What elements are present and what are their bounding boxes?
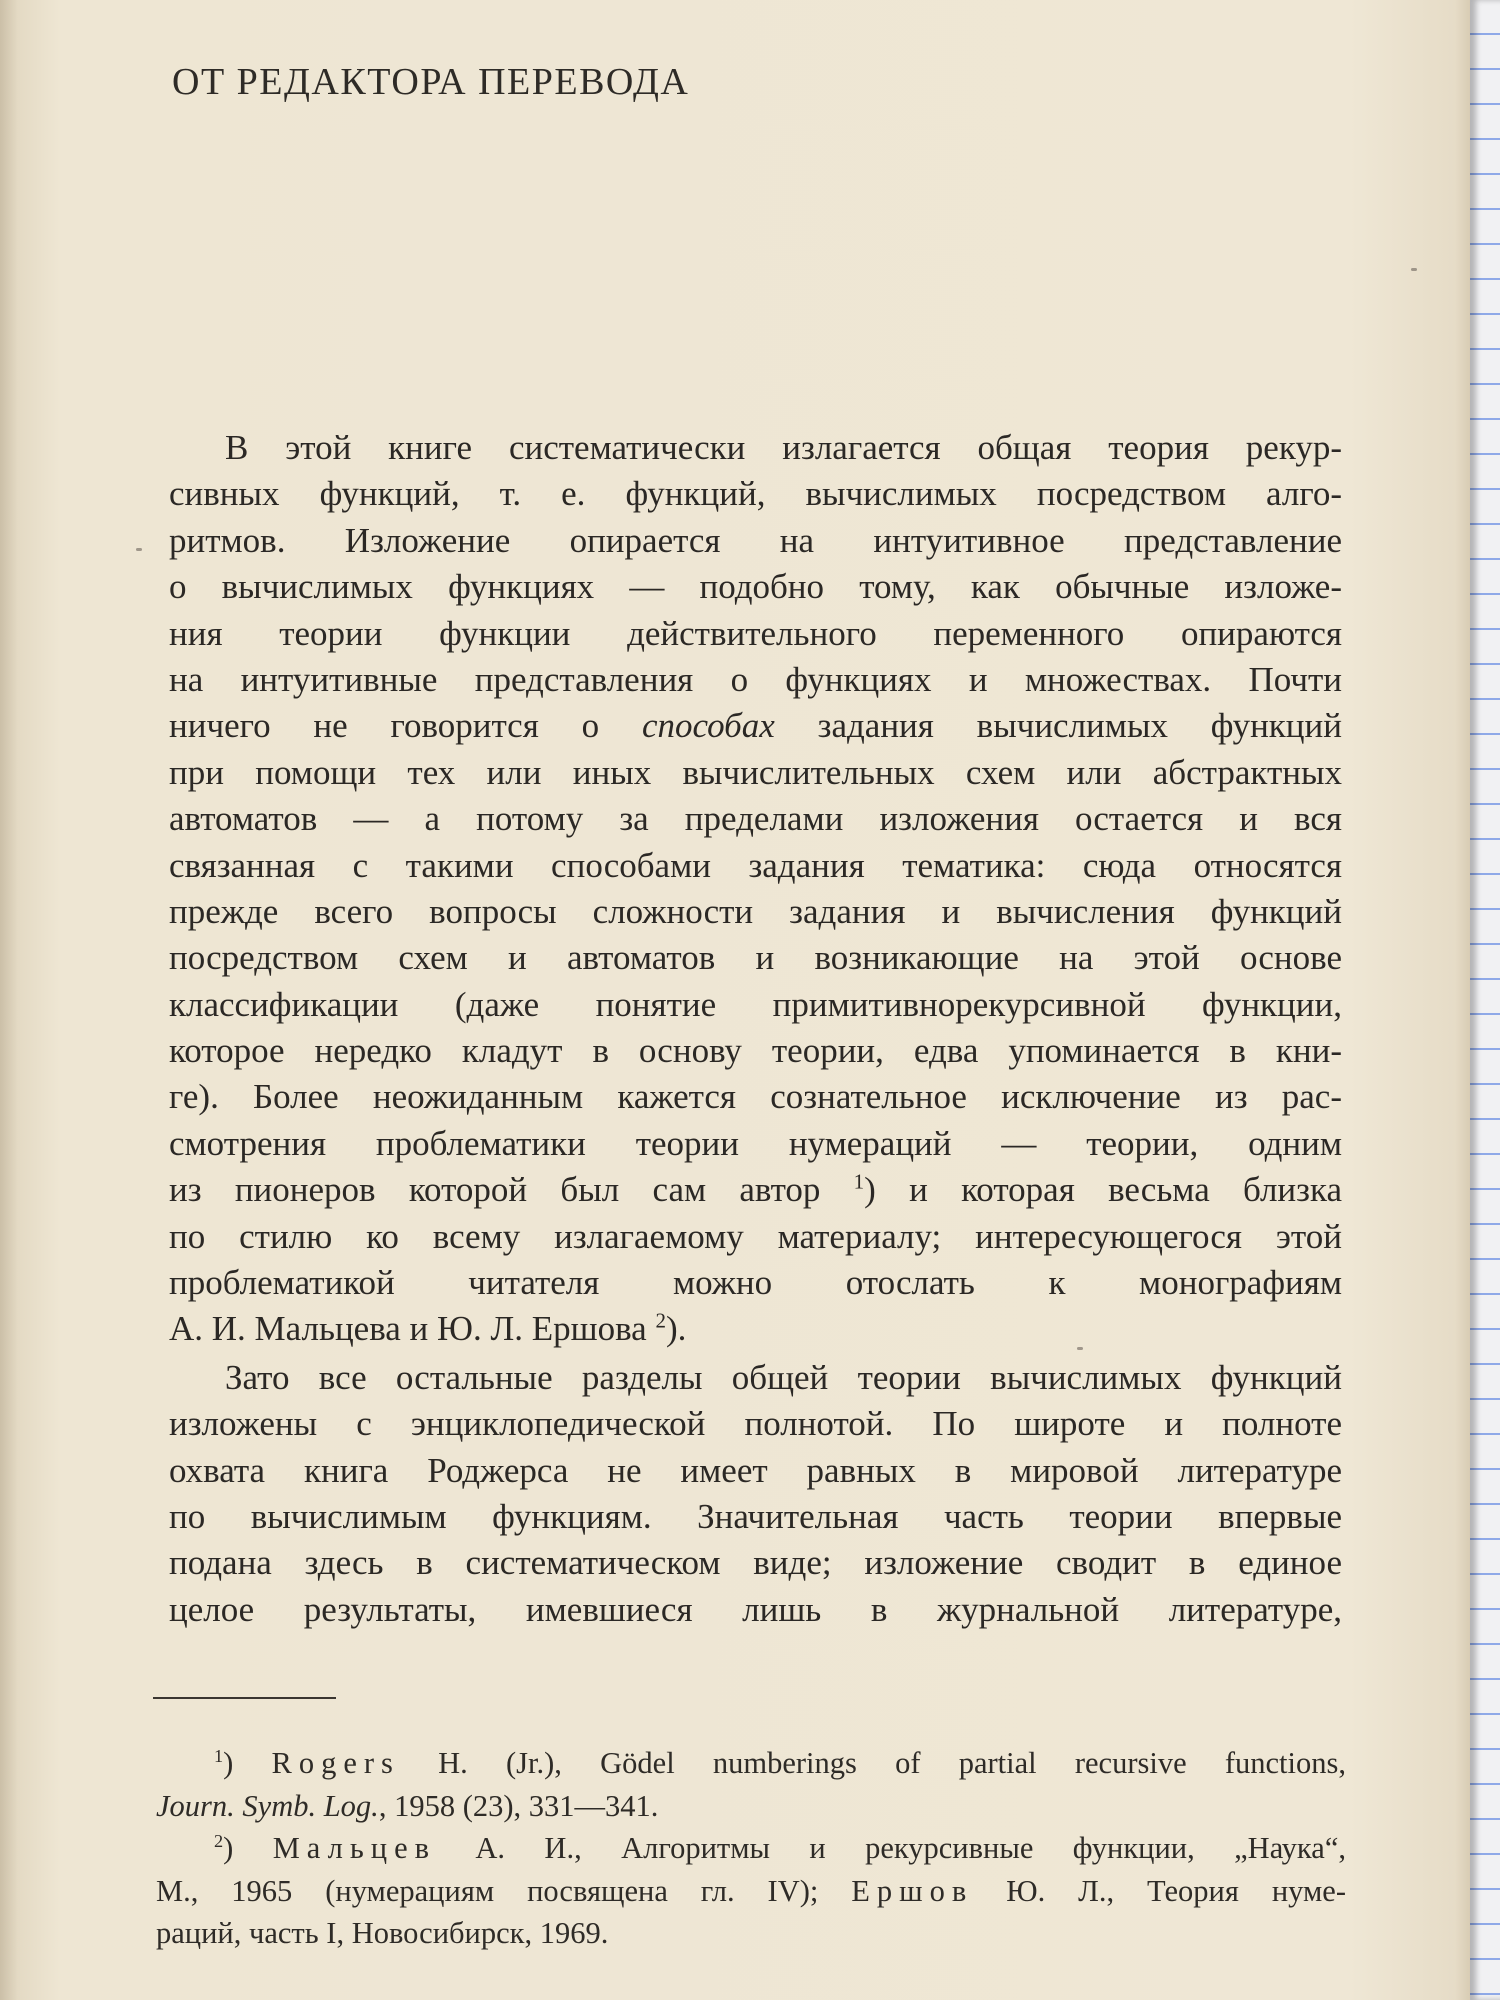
text-line: прежде всего вопросы сложности задания и вычисления функций [169, 891, 1342, 931]
text-line: охвата книга Роджерса не имеет равных в мировой литературе [169, 1450, 1342, 1490]
text-segment: H. (Jr.), Gödel numberings of partial recursive functions, [399, 1746, 1346, 1780]
paragraph-1 [169, 425, 1342, 1353]
text-segment: М., 1965 (нумерациям посвящена гл. IV); [156, 1873, 852, 1908]
footnote-mark: 2 [214, 1831, 224, 1852]
footnote-2 [156, 1827, 1346, 1955]
text-line: ния теории функции действительного переменного опираются [169, 613, 1342, 653]
footnote-author: Ершов [851, 1873, 974, 1908]
footnote-line: раций, часть I, Новосибирск, 1969. [156, 1916, 609, 1951]
text-segment: А. И. Мальцева и Ю. Л. Ершова [169, 1309, 656, 1349]
text-line: связанная с такими способами задания тематика: сюда относятся [169, 845, 1342, 885]
text-line: классификации (даже понятие примитивнорекурсивной функции, [169, 984, 1342, 1024]
text-line: по вычислимым функциям. Значительная часть теории впервые [169, 1496, 1342, 1536]
footnote-1 [156, 1742, 1346, 1827]
text-line: сивных функций, т. е. функций, вычислимых посредством алго- [169, 474, 1342, 514]
text-line: ге). Более неожиданным кажется сознательное исключение из рас- [169, 1077, 1342, 1117]
text-segment: ). [665, 1309, 687, 1349]
text-line [169, 1306, 1342, 1352]
footnote-mark: 1 [853, 1169, 865, 1194]
text-line: изложены с энциклопедической полнотой. По широте и полноте [169, 1404, 1342, 1444]
footnote-line: $^2$) Мальцев А. И., Алгоритмы и рекурсивные функции, „Наука“, [214, 1831, 1346, 1866]
text-line: автоматов — а потому за пределами изложения остается и вся [169, 799, 1342, 839]
page-title: ОТ РЕДАКТОРА ПЕРЕВОДА [172, 61, 690, 103]
paper-speck [1077, 1347, 1083, 1350]
text-line: смотрения проблематики теории нумераций — теории, одним [169, 1123, 1342, 1163]
text-segment: А. И., Алгоритмы и рекурсивные функции, „Наука“, [436, 1831, 1346, 1866]
text-segment: Ю. Л., Теория нуме- [973, 1873, 1346, 1908]
text-segment: ) и которая весьма близка [864, 1170, 1342, 1210]
text-line [169, 703, 1342, 749]
footnote-mark: 1 [214, 1746, 224, 1767]
paper-speck [1411, 268, 1417, 271]
text-segment: из пионеров которой был сам автор [169, 1170, 854, 1210]
footnote-line: $^1$) Rogers H. (Jr.), Gödel numberings of partial recursive functions, [214, 1746, 1346, 1780]
text-segment: ничего не говорится о [169, 706, 642, 746]
text-line: по стилю ко всему излагаемому материалу; интересующегося этой [169, 1216, 1342, 1256]
footnote-divider [153, 1697, 336, 1699]
text-line: целое результаты, имевшиеся лишь в журнальной литературе, [169, 1589, 1342, 1629]
text-line: Зато все остальные разделы общей теории вычислимых функций [225, 1357, 1342, 1397]
journal-name: Journ. Symb. Log. [156, 1788, 379, 1823]
footnote-line [156, 1870, 1346, 1913]
text-line: при помощи тех или иных вычислительных схем или абстрактных [169, 752, 1342, 792]
text-segment: задания вычислимых функций [774, 706, 1342, 746]
footnote-line [156, 1785, 1346, 1828]
emphasis-text: способах [641, 706, 775, 746]
footnotes [156, 1742, 1346, 1955]
text-line: посредством схем и автоматов и возникающие на этой основе [169, 938, 1342, 978]
paragraph-2 [169, 1355, 1342, 1633]
text-line: В этой книге систематически излагается общая теория рекур- [225, 428, 1342, 467]
text-line: которое нередко кладут в основу теории, едва упоминается в кни- [169, 1031, 1342, 1071]
text-line: подана здесь в систематическом виде; изложение сводит в единое [169, 1543, 1342, 1583]
footnote-mark: 2 [655, 1308, 666, 1333]
text-segment: , 1958 (23), 331—341. [378, 1788, 659, 1823]
paper-speck [136, 548, 142, 551]
text-line: на интуитивные представления о функциях и множествах. Почти [169, 659, 1342, 699]
footnote-author: Rogers [271, 1746, 400, 1780]
lined-paper-edge [1470, 0, 1500, 2000]
footnote-author: Мальцев [272, 1831, 437, 1866]
text-line: о вычислимых функциях — подобно тому, как обычные изложе- [169, 567, 1342, 607]
text-line: ритмов. Изложение опирается на интуитивное представление [169, 520, 1342, 560]
body-text [169, 425, 1342, 1633]
text-line [169, 1167, 1342, 1213]
text-line: проблематикой читателя можно отослать к монографиям [169, 1263, 1342, 1303]
